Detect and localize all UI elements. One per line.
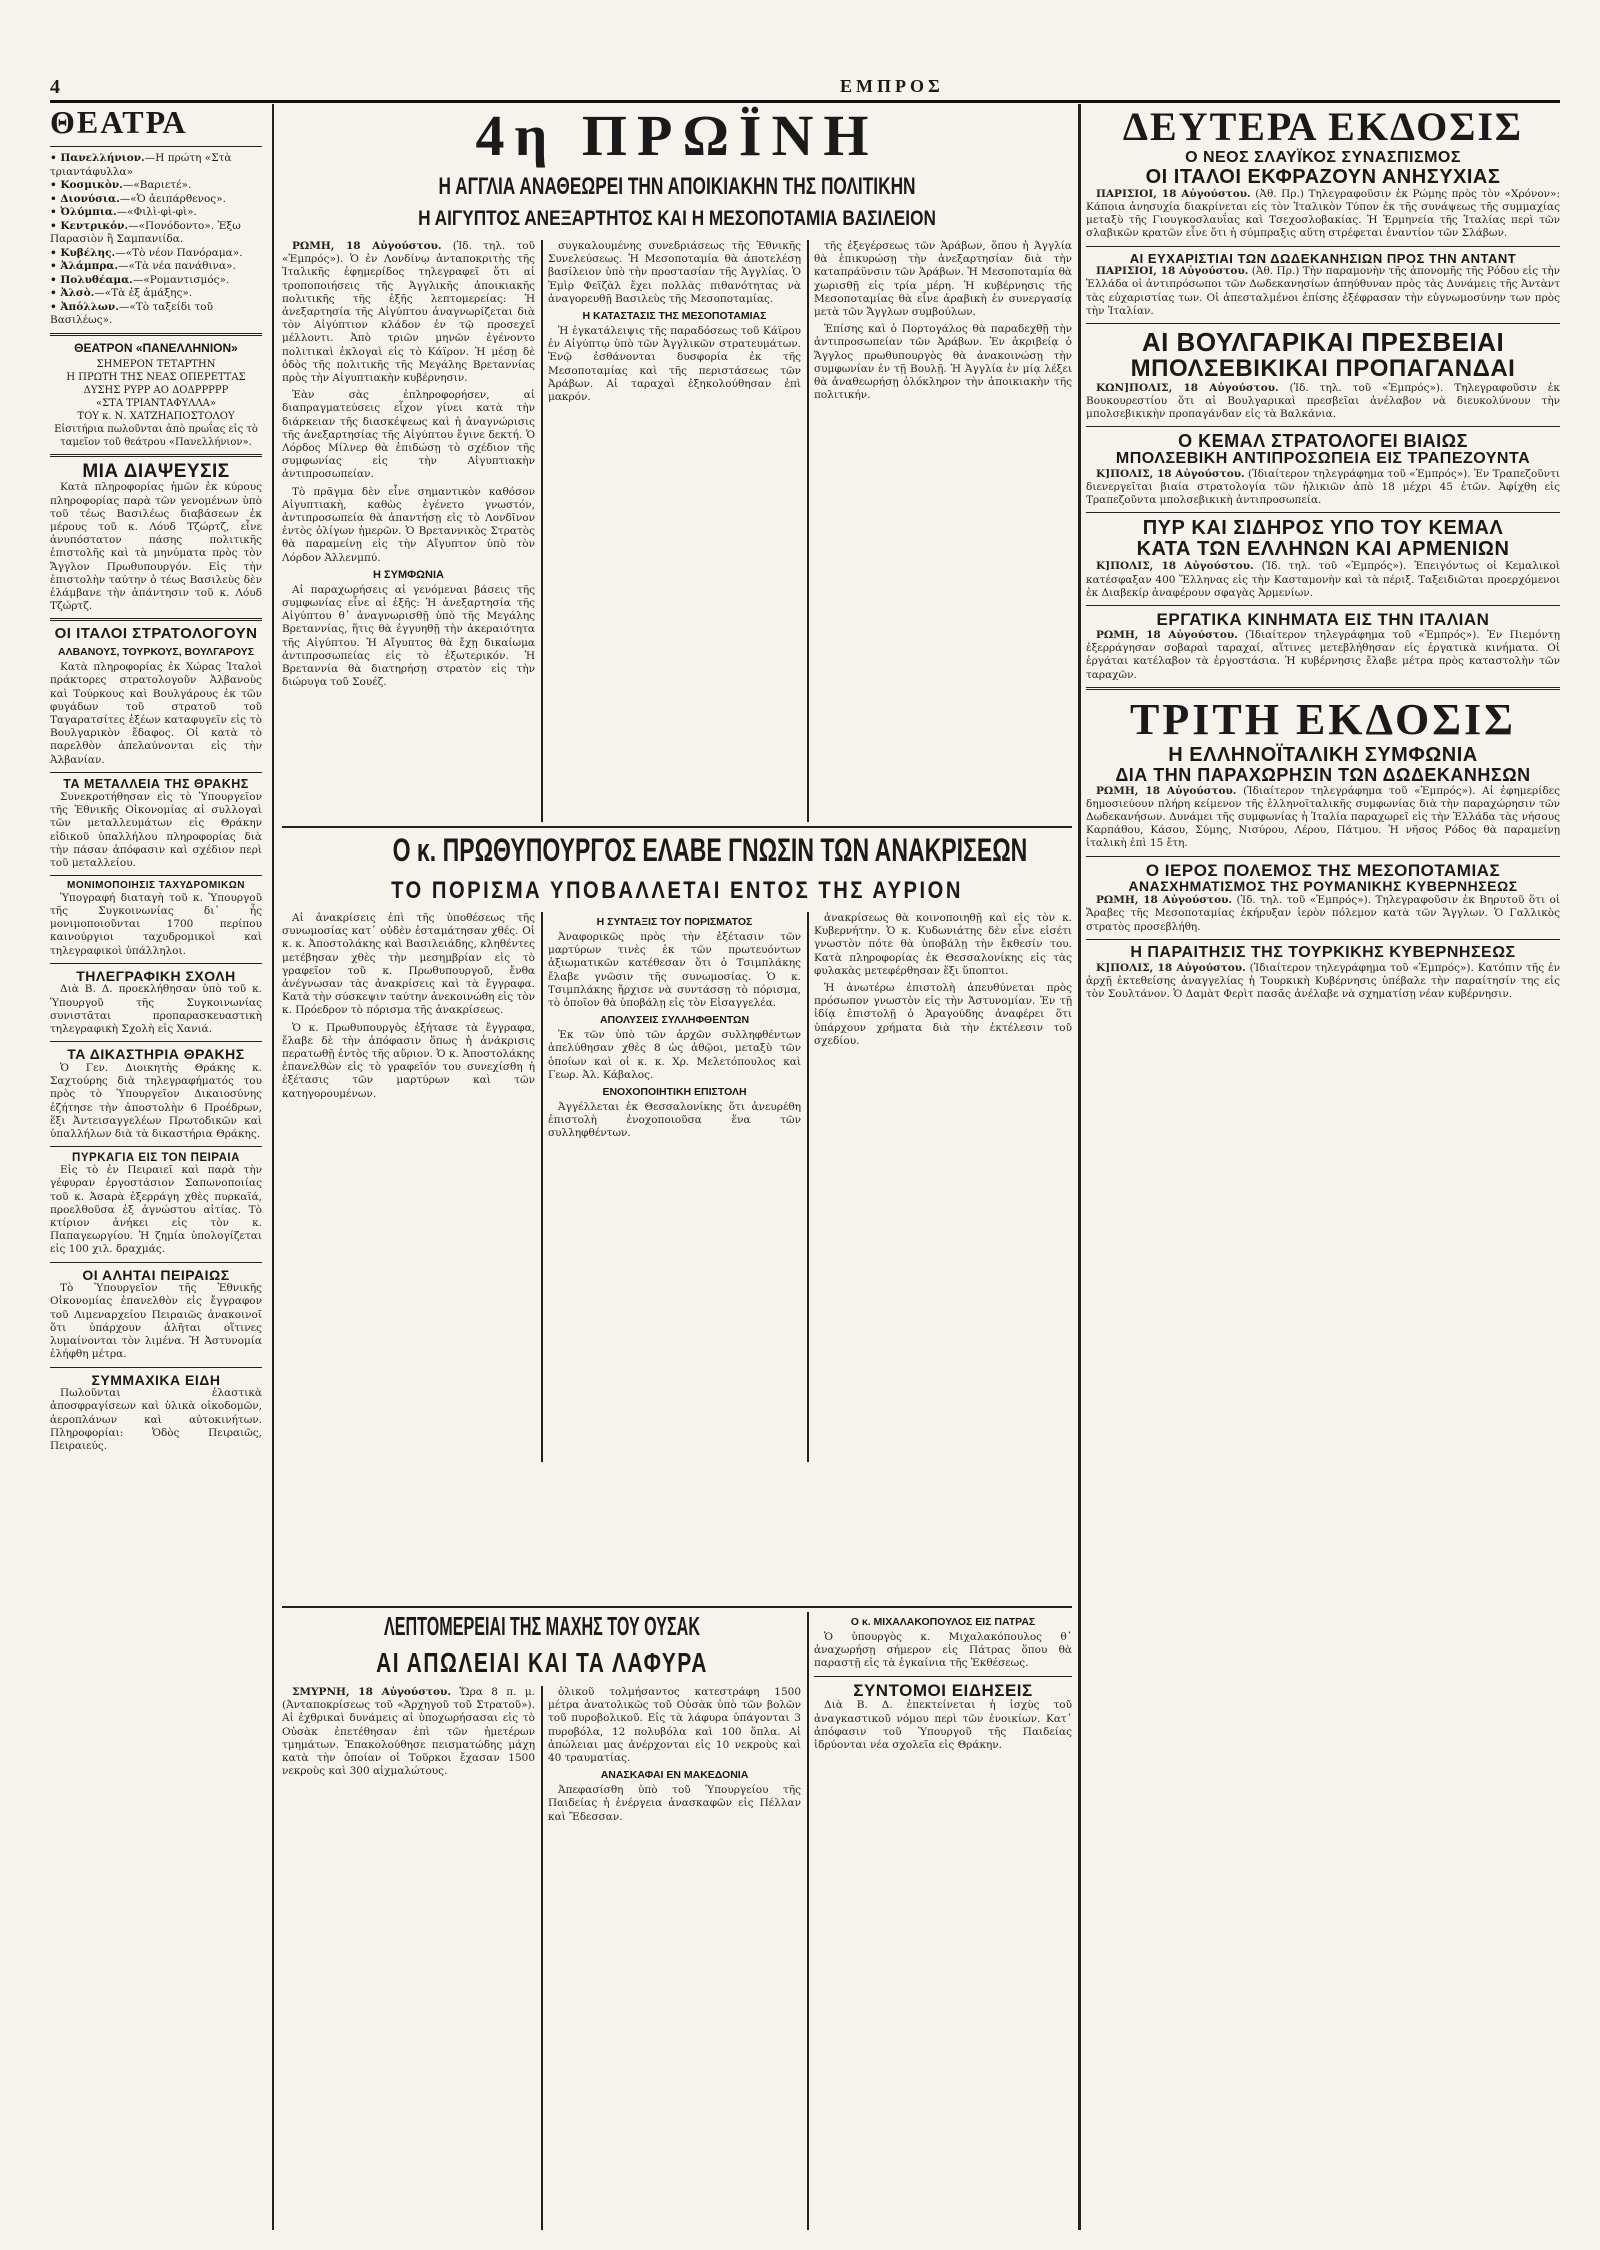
tilegr-title: ΤΗΛΕΓΡΑΦΙΚΗ ΣΧΟΛΗ <box>76 967 236 984</box>
column-4-top <box>814 240 1072 822</box>
body-c: Τὸ πρᾶγμα δὲν εἶνε σημαντικὸν καθόσον Αἰγυπτιακὴ, καθὼς ἐγένετο γνωστόν, ἀντιπροσωπεία θὰ ἀπαντήσῃ εἰς τὸ Λονδῖνον ἐντὸς ὀλίγων ἡμερῶν. Ὁ Βρεταννικὸς Στρατὸς θὰ παραμείνῃ εἰς τὴν Αἴγυπτον ὑπὸ τὸν Λόρδον Ἀλλενμπύ. <box>282 485 535 564</box>
headline-pm: Ο κ. ΠΡΩΘΥΠΟΥΡΓΟΣ ΕΛΑΒΕ ΓΝΩΣΙΝ ΤΩΝ ΑΝΑΚΡΙΣΕΩΝ <box>392 832 1028 868</box>
theatre-name: • Ἀπόλλων. <box>50 300 119 313</box>
synt-text: Ἀναφορικῶς πρὸς τὴν ἐξέτασιν τῶν μαρτύρων τινὲς ἐκ τῶν πρωτευόντων ἀξιωματικῶν κατέθεσαν ὅτι ὁ Τσιμπλάκης ἔλαβε γνῶσιν τῆς συνωμοσίας. Ὁ κ. Τσιμπλάκης ἤρχισε νὰ συντάσσῃ τὸ πόρισμα, τὸ ὁποῖον θὰ ὑποβάλῃ εἰς τὸν Εἰσαγγελέα. <box>548 931 801 1010</box>
theatre-entry <box>50 260 262 274</box>
theatre-name: • Κυβέλης. <box>50 246 116 259</box>
banner-triti: ΤΡΙΤΗ ΕΚΔΟΣΙΣ <box>1130 694 1516 744</box>
theatres-title: ΘΕΑΤΡΑ <box>50 104 188 140</box>
right-text9: (Ἰδιαίτερον τηλεγράφημα τοῦ «Ἐμπρός»). Κατόπιν τῆς ἐν ἀρχῇ ἐκτεθείσης ἀναγγελίας ἡ Τουρκικὴ Κυβέρνησις ὑπέβαλε τὴν παραίτησίν της εἰς τὸν Σουλτάνον. Ὁ Δαμὰτ Φερὶτ πασᾶς ἀνέλαβε νὰ σχηματίσῃ νέαν κυβέρνησιν. <box>1086 961 1560 1000</box>
metalleia-title: ΤΑ ΜΕΤΑΛΛΕΙΑ ΤΗΣ ΘΡΑΚΗΣ <box>63 776 249 791</box>
theatre-entry <box>50 206 262 220</box>
syntomoi-text: Διὰ Β. Δ. ἐπεκτείνεται ἡ ἰσχὺς τοῦ ἀναγκαστικοῦ νόμου περὶ τῶν ἐνοικίων. Κατ᾽ ἀπόφασιν τοῦ Ὑπουργοῦ τῆς Παιδείας ἱδρύονται νέα σχολεῖα εἰς Θράκην. <box>814 1699 1072 1752</box>
body-e: τῆς ἐξεγέρσεως τῶν Ἀράβων, ὅπου ἡ Ἀγγλία θὰ ἐπικυρώσῃ τὴν ἀνεξαρτησίαν διὰ τὴν καταπράϋνσιν τῶν Ἀράβων. Ἡ Μεσοποταμία θὰ χωρισθῇ εἰς τρία μέρη. Ἡ κυβέρνησις τῆς Μεσοποταμίας θὰ εἶνε ἀραβικὴ ἐν συνεργασίᾳ μετὰ τῶν Ἄγγλων συμβούλων. <box>814 240 1072 319</box>
symfonia-title: Η ΣΥΜΦΩΝΙΑ <box>373 568 444 581</box>
column-rule <box>272 104 274 2230</box>
theatre-entry <box>50 193 262 207</box>
theatron-ad <box>50 358 262 449</box>
apolyseis-text: Ἐκ τῶν ὑπὸ τῶν ἀρχῶν συλληφθέντων ἀπελύθησαν χθὲς 8 ὡς ἀθῷοι, μεταξὺ τῶν ὁποίων καὶ οἱ κ. κ. Χρ. Μελετόπουλος καὶ Γεωρ. Ἀλ. Κάβαλος. <box>548 1029 801 1081</box>
mia-text: Κατὰ πληροφορίας ἡμῶν ἐκ κύρους πληροφορίας παρὰ τῶν γενομένων ὑπὸ τοῦ τέως Βασιλέως διαβάσεων ἐκ μέρους τοῦ κ. Λόυδ Τζώρτζ, εἶνε ἀνυπόστατον πάσης πολιτικῆς ἐπιστολῆς καὶ τὰ μηνύματα πρὸς τὸν Ἄγγλον Πρωθυπουργόν. Εἰς τὴν ἐπιστολὴν ταύτην ὁ τέως Βασιλεὺς δὲν ἐλάμβανε τὴν ἀπάντησιν τοῦ κ. Λόυδ Τζώρτζ. <box>50 481 262 613</box>
ekkl-title: ΕΝΟΧΟΠΟΙΗΤΙΚΗ ΕΠΙΣΤΟΛΗ <box>602 1086 747 1099</box>
theatron-line: «ΣΤΑ ΤΡΙΑΝΤΑΦΥΛΛΑ» <box>95 397 217 409</box>
italoi-text: Κατὰ πληροφορίας ἐκ Χώρας Ἰταλοὶ πράκτορες στρατολογοῦν Ἀλβανοὺς καὶ Τούρκους καὶ Βουλγάρους ἐκ τῶν φυγάδων τοῦ στρατοῦ τοῦ Ταγαρατσίτες ἐξέων καταφυγεῖν εἰς τὸ Βουλγαρικὸν ἔδαφος. Οἱ κατὰ τὸ παρελθὸν ἀπελαύνονται εἰς τὴν Ἀλβανίαν. <box>50 661 262 766</box>
headline-aggia: Η ΑΓΓΛΙΑ ΑΝΑΘΕΩΡΕΙ ΤΗΝ ΑΠΟΙΚΙΑΚΗΝ ΤΗΣ ΠΟΛΙΤΙΚΗΝ <box>438 173 916 200</box>
body-a: (Ἰδ. τηλ. τοῦ «Ἐμπρός»). Ὁ ἐν Λονδίνῳ ἀνταποκριτὴς τῆς Ἰταλικῆς ἐφημερίδος τηλεγραφεῖ ὅτι αἱ τροποποιήσεις τῆς Ἀγγλικῆς ἀποικιακῆς πολιτικῆς τῆς ἐξῆς λεπτομερείας: Ἡ ἀνεξαρτησία τῆς Αἰγύπτου ἀναγνωρίζεται διὰ τὸν Αἰγύπτιον κλάδον ἐν τῷ προσεχεῖ μέλλοντι. Ἀπὸ τριῶν μηνῶν ἐγένοντο πολιτικαὶ ἐκλογαὶ εἰς τὸ Κάϊρον. Ἡ μέσῃ δὲ ὁδὸς τῆς πολιτικῆς τῆς Μεγάλης Βρεταννίας πρὸς τὴν Αἰγυπτιακὴν κυβέρνησιν. <box>282 240 535 385</box>
makedonia-title: ΑΝΑΣΚΑΦΑΙ ΕΝ ΜΑΚΕΔΟΝΙΑ <box>600 1769 749 1782</box>
page-number: 4 <box>50 76 60 98</box>
pm-text3: ἀνακρίσεως θὰ κοινοποιηθῇ καὶ εἰς τὸν κ. Κυβερνήτην. Ὁ κ. Κυδωνιάτης δὲν εἶνε εἰσέτι γνωστὸν πότε θὰ ὑποβάλῃ τὴν ἔκθεσίν του. Κατὰ πληροφορίας ἐκ Θεσσαλονίκης εἰς τὰς φυλακὰς μετεφέρθησαν ἕξι ὕποπτοι. <box>814 912 1072 977</box>
headline-mpolsevikikai: ΜΠΟΛΣΕΒΙΚΙΚΑΙ ΠΡΟΠΑΓΑΝΔΑΙ <box>1130 355 1516 383</box>
dateline-kpolis-2: Κ]ΠΟΛΙΣ, 18 Αὐγούστου. <box>1096 467 1245 480</box>
right-text6: (Ἰδιαίτερον τηλεγράφημα τοῦ «Ἐμπρός»). Ἐν Πιεμόντῃ ἐξερράγησαν σοβαραὶ ταραχαί, αἵτινες μετεβλήθησαν εἰς ἐργατικὰ κινήματα. Οἱ ἐργάται κατέλαβον τὰ ἐργοστάσια. Ἡ κυβέρνησις ἔλαβε μέτρα πρὸς καταστολὴν τῶν ταραχῶν. <box>1086 628 1560 681</box>
apolyseis-title: ΑΠΟΛΥΣΕΙΣ ΣΥΛΛΗΦΘΕΝΤΩΝ <box>599 1014 750 1027</box>
pm-text4: Ἡ ἀνωτέρω ἐπιστολὴ ἀπευθύνεται πρὸς πρόσωπον γνωστὸν εἰς τὴν Ἀστυνομίαν. Ἐν τῇ ἰδίᾳ ἐπιστολῇ ὁ Ἀραγούδης ἀναφέρει ὅτι ὑπάρχουν χρήματα διὰ τὴν ἐκτέλεσιν τοῦ σχεδίου. <box>814 982 1072 1047</box>
dikast-title: ΤΑ ΔΙΚΑΣΤΗΡΙΑ ΘΡΑΚΗΣ <box>67 1046 245 1063</box>
synt-title: Η ΣΥΝΤΑΞΙΣ ΤΟΥ ΠΟΡΙΣΜΑΤΟΣ <box>596 916 753 928</box>
headline-kemal: Ο ΚΕΜΑΛ ΣΤΡΑΤΟΛΟΓΕΙ ΒΙΑΙΩΣ <box>1178 431 1468 452</box>
theatre-show: —«Φιλὶ-φὶ-φὶ». <box>116 206 197 218</box>
symmaxika-title: ΣΥΜΜΑΧΙΚΑ ΕΙΔΗ <box>91 1371 221 1388</box>
dateline-kpolis-1: ΚΩΝ]ΠΟΛΙΣ, 18 Αὐγούστου. <box>1096 381 1279 394</box>
headline-apoleiai: ΑΙ ΑΠΩΛΕΙΑΙ ΚΑΙ ΤΑ ΛΑΦΥΡΑ <box>376 1647 708 1678</box>
headline-aigyptos: Η ΑΙΓΥΠΤΟΣ ΑΝΕΞΑΡΤΗΤΟΣ ΚΑΙ Η ΜΕΣΟΠΟΤΑΜΙΑ ΒΑΣΙΛΕΙΟΝ <box>418 207 936 230</box>
battle-text: Ὥρα 8 π. μ. (Ἀνταποκρίσεως τοῦ «Ἀρχηγοῦ τοῦ Στρατοῦ»). Αἱ ἐχθρικαὶ δυνάμεις αἱ ὑποχωρήσασαι εἰς τὸ Οὐσὰκ ἐπετέθησαν ἐπὶ τῶν ἡμετέρων τμημάτων. Ἐπακολούθησε πεισματώδης μάχη κατὰ τὴν ὁποίαν οἱ Τοῦρκοι ἔχασαν 1500 νεκροὺς καὶ 300 αἰχμαλώτους. <box>282 1686 535 1778</box>
banner-4h-proini: 4η ΠΡΩΪΝΗ <box>475 103 879 168</box>
theatre-show: —«Τὸ νέον Πανόραμα». <box>115 246 243 259</box>
column-rule <box>541 1686 543 2230</box>
theatre-show: —«Βαριετέ». <box>122 179 192 191</box>
monimop-title: ΜΟΝΙΜΟΠΟΙΗΣΙΣ ΤΑΧΥΔΡΟΜΙΚΩΝ <box>67 880 245 892</box>
theatron-line: ΣΗΜΕΡΟΝ ΤΕΤΑΡΤΗΝ <box>96 358 216 370</box>
theatre-show: —«Τὸ ταξείδι τοῦ Βασιλέως». <box>50 300 213 326</box>
theatron-title: ΘΕΑΤΡΟΝ «ΠΑΝΕΛΛΗΝΙΟΝ» <box>74 340 238 355</box>
italoi-sub: ΑΛΒΑΝΟΥΣ, ΤΟΥΡΚΟΥΣ, ΒΟΥΛΓΑΡΟΥΣ <box>57 646 254 659</box>
column-2-bottom <box>282 1686 535 2230</box>
headline-trapezounta: ΜΠΟΛΣΕΒΙΚΗ ΑΝΤΙΠΡΟΣΩΠΕΙΑ ΕΙΣ ΤΡΑΠΕΖΟΥΝΤΑ <box>1115 450 1531 468</box>
theatron-line: Η ΠΡΩΤΗ ΤΗΣ ΝΕΑΣ ΟΠΕΡΕΤΤΑΣ <box>66 371 246 383</box>
dateline-rome-1: ΡΩΜΗ, 18 Αὐγούστου. <box>1096 628 1238 641</box>
pm-text2: Ὁ κ. Πρωθυπουργὸς ἐξήτασε τὰ ἔγγραφα, ἔλαβε δὲ τὴν ἀπόφασιν ὅπως ἡ ἀνάκρισις περατωθῇ ἐντὸς τῆς αὔριον. Ὁ κ. Ἀποστολάκης ἐπανελθὼν εἰς τὸ γραφεῖόν του συνεχίσθη ἡ ἐξέτασις τῶν μαρτύρων καὶ τῶν κατηγορουμένων. <box>282 1021 535 1100</box>
theatron-line: ΤΟΥ κ. Ν. ΧΑΤΖΗΑΠΟΣΤΟΛΟΥ <box>77 410 235 422</box>
theatre-entry <box>50 301 262 328</box>
theatre-entry <box>50 152 262 179</box>
headline-ergatika: ΕΡΓΑΤΙΚΑ ΚΙΝΗΜΑΤΑ ΕΙΣ ΤΗΝ ΙΤΑΛΙΑΝ <box>1156 610 1490 630</box>
theatre-show: —«Τὰ νέα πανάθινα». <box>118 260 236 272</box>
theatre-entry <box>50 179 262 193</box>
headline-porisma: ΤΟ ΠΟΡΙΣΜΑ ΥΠΟΒΑΛΛΕΤΑΙ ΕΝΤΟΣ ΤΗΣ ΑΥΡΙΟΝ <box>391 877 963 904</box>
right-text1: (Ἀθ. Πρ.) Τηλεγραφοῦσιν ἐκ Ρώμης πρὸς τὸν «Χρόνον»: Κάποια ἀνησυχία διακρίνεται εἰς τὸν Ἰταλικὸν Τύπον ἐκ τῆς συνάψεως τῆς συμμαχίας μεταξὺ τῆς Γιουγκοσλαυΐας καὶ Τσεχοσλοβακίας. Ἡ Ἑρμηνεία τῆς Ἰταλίας περὶ τῶν σλαβικῶν κρατῶν εἶνε ὅτι ἡ σύμπραξις αὕτη στρέφεται ἐναντίον τῶν Σλάβων. <box>1086 187 1560 240</box>
italoi-title: ΟΙ ΙΤΑΛΟΙ ΣΤΡΑΤΟΛΟΓΟΥΝ <box>54 625 258 643</box>
right-text8: (Ἰδ. τηλ. τοῦ «Ἐμπρός»). Τηλεγραφοῦσιν ἐκ Βηρυτοῦ ὅτι οἱ Ἄραβες τῆς Μεσοποταμίας ἐκήρυξαν ἱερὸν πόλεμον κατὰ τῶν Ἄγγλων. Ὁ Γαλλικὸς στρατὸς προσεβλήθη. <box>1086 894 1560 933</box>
theatre-show: —«Πονόδοντο». Ἐξω Παρασιὸν ἢ Σαμπανιίδα. <box>50 219 241 245</box>
masthead <box>50 78 1560 103</box>
theatre-name: • Πανελλήνιον. <box>50 152 145 164</box>
theatron-line: ΔΥΣΗΣ ΡΥΡΡ ΑΟ ΔΟΔΡΡΡΡΡ <box>83 384 229 396</box>
column-rule <box>807 240 809 822</box>
dateline-rome: ΡΩΜΗ, 18 Αὐγούστου. <box>292 240 442 252</box>
symfonia-text: Αἱ παραχωρήσεις αἱ γενόμεναι βάσεις τῆς συμφωνίας εἶνε αἱ ἐξῆς: Ἡ ἀνεξαρτησία τῆς Αἰγύπτου θ᾽ ἀναγνωρισθῇ ὑπὸ τῆς Μεγάλης Βρεταννίας, ἥτις θὰ ἐγγυηθῇ τὴν ἀκεραιότητα τῆς Αἰγύπτου. Ἡ Αἴγυπτος θὰ ἔχῃ δικαίωμα ἀντιπροσωπείας εἰς τὸ ἐξωτερικόν. Ἡ Βρεταννία θὰ διατηρήσῃ στρατὸν εἰς τὴν διώρυγα τοῦ Σουέζ. <box>282 583 535 689</box>
theatre-name: • Κοσμικὸν. <box>50 179 123 191</box>
patras-text: Ὁ ὑπουργὸς κ. Μιχαλακόπουλος θ᾽ ἀναχωρήσῃ σήμερον εἰς Πάτρας ὅπου θὰ παραστῇ εἰς τὰ ἐγκαίνια τῆς Ἐκθέσεως. <box>814 1631 1072 1670</box>
column-1 <box>50 104 262 2230</box>
headline-slaviko: Ο ΝΕΟΣ ΣΛΑΥΪΚΟΣ ΣΥΝΑΣΠΙΣΜΟΣ <box>1185 149 1461 166</box>
headline-dodekanison: ΔΙΑ ΤΗΝ ΠΑΡΑΧΩΡΗΣΙΝ ΤΩΝ ΔΩΔΕΚΑΝΗΣΩΝ <box>1115 764 1531 785</box>
column-rule <box>807 912 809 1462</box>
alites-title: ΟΙ ΑΛΗΤΑΙ ΠΕΙΡΑΙΩΣ <box>82 1266 230 1283</box>
paper-name: ΕΜΠΡΟΣ <box>840 76 944 96</box>
theatre-name: • Πολυθέαμα. <box>50 273 133 286</box>
patras-title: Ο κ. ΜΙΧΑΛΑΚΟΠΟΥΛΟΣ ΕΙΣ ΠΑΤΡΑΣ <box>850 1616 1036 1628</box>
alites-text: Τὸ Ὑπουργεῖον τῆς Ἐθνικῆς Οἰκονομίας ἐπανελθὸν εἰς ἔγγραφον τοῦ Λιμεναρχείου Πειραιῶς ἀνακοινοῖ ὅτι ὑπάρχουν ἀλῆται οἵτινες λυμαίνονται τὸν λιμένα. Ἡ Ἀστυνομία ἐλήφθη μέτρα. <box>50 1282 262 1361</box>
symmaxika-text: Πωλοῦνται ἐλαστικὰ ἀποσφραγίσεων καὶ ὑλικὰ οἰκοδομῶν, ἀεροπλάνων καὶ αὐτοκινήτων. Πληροφορίαι: Ὁδὸς Πειραιῶς, Πειραιεύς. <box>50 1387 262 1452</box>
theatre-entry <box>50 220 262 247</box>
right-text4: (Ἰδιαίτερον τηλεγράφημα τοῦ «Ἐμπρός»). Ἐν Τραπεζοῦντι διενεργεῖται βιαία στρατολογία τῶν ἡλικιῶν ἀπὸ 18 μέχρι 45 ἐτῶν. Ἀφίχθη εἰς Τραπεζοῦντα μπολσεβικικὴ ἀντιπροσωπεία. <box>1086 467 1560 507</box>
headline-paraitisis: Η ΠΑΡΑΙΤΗΣΙΣ ΤΗΣ ΤΟΥΡΚΙΚΗΣ ΚΥΒΕΡΝΗΣΕΩΣ <box>1130 943 1516 961</box>
dateline-smyrna: ΣΜΥΡΝΗ, 18 Αὐγούστου. <box>292 1686 451 1698</box>
body-f: Ἐπίσης καὶ ὁ Πορτογάλος θὰ παραδεχθῇ τὴν ἀντιπροσωπείαν τῶν Ἀράβων. Ἐν ἀκριβείᾳ ὁ Ἄγγλος πρωθυπουργὸς θὰ ἀνακοινώσῃ τὴν συμφωνίαν ἐν τῇ Βουλῇ. Ἡ Ἀγγλία ἐν μίᾳ λέξει θὰ ἀναθεωρήσῃ ὁλόκληρον τὴν ἀποικιακὴν τῆς πολιτικήν. <box>814 323 1072 402</box>
headline-ellinon: ΚΑΤΑ ΤΩΝ ΕΛΛΗΝΩΝ ΚΑΙ ΑΡΜΕΝΙΩΝ <box>1136 538 1510 561</box>
right-text2: (Ἀθ. Πρ.) Τὴν παραμονὴν τῆς ἀπονομῆς τῆς Ρόδου εἰς τὴν Ἑλλάδα οἱ ἀντιπρόσωποι τῶν Δωδεκανησίων ἀπηύθυναν πρὸς τὰς Δυνάμεις τῆς Ἀντὰντ τὰς εὐχαριστίας των. Οἱ ἀπεσταλμένοι ἐπίσης ἐξέφρασαν τὴν εὐγνωμοσύνην των πρὸς τὴν Ἰταλίαν. <box>1086 265 1560 317</box>
theatron-line: Εἰσιτήρια πωλοῦνται ἀπὸ πρωΐας εἰς τὸ ταμεῖον τοῦ θεάτρου «Πανελλήνιον». <box>54 423 258 448</box>
column-2-top <box>282 240 535 822</box>
theatre-name: • Ἀλσὸ. <box>50 287 95 299</box>
right-text3: (Ἰδ. τηλ. τοῦ «Ἐμπρός»). Τηλεγραφοῦσιν ἐκ Βουκουρεστίου ὅτι αἱ Βουλγαρικαὶ πρεσβεῖαι ἀνέλαβον νὰ διευκολύνουν τὴν μπολσεβικικὴν προπαγάνδαν εἰς τὰ Βαλκάνια. <box>1086 381 1560 420</box>
pyrkagia-title: ΠΥΡΚΑΓΙΑ ΕΙΣ ΤΟΝ ΠΕΙΡΑΙΑ <box>72 1152 240 1165</box>
tilegr-text: Διὰ Β. Δ. προεκλήθησαν ὑπὸ τοῦ κ. Ὑπουργοῦ τῆς Συγκοινωνίας συνιστᾶται προπαρασκευαστικὴ τηλεγραφικὴ Σχολὴ εἰς Χανιά. <box>50 983 262 1035</box>
battle-text2: ὁλικοῦ τολμήσαντος κατεστράφη 1500 μέτρα ἀνατολικῶς τοῦ Οὐσὰκ ὑπὸ τῶν βολῶν τοῦ πυροβολικοῦ. Εἰς τὰ λάφυρα ὑπάγονται 3 πυροβόλα, 12 πολυβόλα καὶ 100 ὅπλα. Αἱ ἀπώλειαι μας ἀνέρχονται εἰς 10 νεκροὺς καὶ 40 τραυματίας. <box>548 1686 801 1765</box>
column-3-top <box>548 240 801 822</box>
mia-title: ΜΙΑ ΔΙΑΨΕΥΣΙΣ <box>82 460 230 482</box>
column-4-mid <box>814 912 1072 1462</box>
theatre-show: —«Ρομαντισμός». <box>132 273 230 286</box>
pyrkagia-text: Εἰς τὸ ἐν Πειραιεῖ καὶ παρὰ τὴν γέφυραν ἐργοστάσιον Σαπωνοποιίας τοῦ κ. Ἀσαρὰ ἐξερράγη χθὲς πυρκαϊά, προελθοῦσα ἐξ ἀγνώστου αἰτίας. Τὸ κτίριον ἀνήκει εἰς τὸν κ. Παπαγεωργίου. Ἡ ζημία ὑπολογίζεται εἰς 100 χιλ. δραχμάς. <box>50 1164 262 1256</box>
column-3-mid <box>548 912 801 1462</box>
headline-battle: ΛΕΠΤΟΜΕΡΕΙΑΙ ΤΗΣ ΜΑΧΗΣ ΤΟΥ ΟΥΣΑΚ <box>384 1611 700 1641</box>
dateline-kpolis-3: Κ]ΠΟΛΙΣ, 18 Αὐγούστου. <box>1096 560 1254 573</box>
headline-ieros-polemos: Ο ΙΕΡΟΣ ΠΟΛΕΜΟΣ ΤΗΣ ΜΕΣΟΠΟΤΑΜΙΑΣ <box>1145 860 1501 880</box>
headline-ellinoitaliki: Η ΕΛΛΗΝΟΪΤΑΛΙΚΗ ΣΥΜΦΩΝΙΑ <box>1168 743 1478 766</box>
makedonia-text: Ἀπεφασίσθη ὑπὸ τοῦ Ὑπουργείου τῆς Παιδείας ἡ ἐνέργεια ἀνασκαφῶν εἰς Πέλλαν καὶ Ἔδεσσαν. <box>548 1784 801 1823</box>
metalleia-text: Συνεκροτήθησαν εἰς τὸ Ὑπουργεῖον τῆς Ἐθνικῆς Οἰκονομίας αἱ συλλογαὶ τῶν μεταλλευμάτων εἰς Θράκην εἰδικοῦ ὑπαλλήλου πληροφορίας διὰ τὴν πάσαν ἀπόφασιν καὶ σχέδιον περὶ τοῦ μεταλλείου. <box>50 790 262 869</box>
headline-italoi-anisyxies: ΟΙ ΙΤΑΛΟΙ ΕΚΦΡΑΖΟΥΝ ΑΝΗΣΥΧΙΑΣ <box>1145 165 1501 188</box>
theatre-entry <box>50 247 262 261</box>
column-4-bottom <box>814 1612 1072 2230</box>
body-d: συγκαλουμένης συνεδριάσεως τῆς Ἐθνικῆς Συνελεύσεως. Ἡ Μεσοποταμία θὰ ἀποτελέσῃ βασίλειον ὑπὸ τὴν προστασίαν τῆς Ἀγγλίας. Ὁ Ἐμὶρ Φεϊζὰλ ἔχει πολλὰς πιθανότητας νὰ ἀναγορευθῇ Βασιλεὺς τῆς Μεσοποταμίας. <box>548 240 801 305</box>
monimop-text: Ὑπογραφή διαταγὴ τοῦ κ. Ὑπουργοῦ τῆς Συγκοινωνίας δι᾽ ἧς μονιμοποιοῦνται 1700 περίπου καινούργιοι ταχυδρομικοὶ καὶ τηλεγραφικοὶ ὑπάλληλοι. <box>50 891 262 957</box>
dateline-paris-1: ΠΑΡΙΣΙΟΙ, 18 Αὐγούστου. <box>1096 187 1251 200</box>
column-5 <box>1086 104 1560 2230</box>
mesopot-text: Ἡ ἐγκατάλειψις τῆς παραδόσεως τοῦ Κάϊρου ἐν Αἰγύπτῳ ὑπὸ τῶν Ἀγγλικῶν στρατευμάτων. Ἐνῷ ἐσθάνονται δυσφορία ἐκ τῆς Μεσοποταμίας καὶ τῆς περιστάσεως τῶν Ἀράβων. Αἱ ταραχαὶ ἐξηκολούθησαν ἐπὶ μακρόν. <box>548 325 801 404</box>
column-rule <box>541 240 543 822</box>
column-rule <box>807 1612 809 2230</box>
theatre-show: —Η πρώτη «Στὰ τριαντάφυλλα» <box>50 152 232 178</box>
ekkl-text: Ἀγγέλλεται ἐκ Θεσσαλονίκης ὅτι ἀνευρέθη ἐπιστολὴ ἐνοχοποιοῦσα ἕνα τῶν συλληφθέντων. <box>548 1101 801 1140</box>
dateline-rome-2: ΡΩΜΗ, 18 Αὐγούστου. <box>1096 784 1237 797</box>
syntomoi-title: ΣΥΝΤΟΜΟΙ ΕΙΔΗΣΕΙΣ <box>853 1680 1033 1700</box>
theatre-name: • Διονύσια. <box>50 192 120 205</box>
dateline-rome-3: ΡΩΜΗ, 18 Αὐγούστου. <box>1096 894 1233 907</box>
right-text7: (Ἰδιαίτερον τηλεγράφημα τοῦ «Ἐμπρός»). Αἱ ἐφημερίδες δημοσιεύουν πλήρη κείμενον τῆς ἑλληνοϊταλικῆς συμφωνίας διὰ τὴν παραχώρησιν τῶν Δωδεκανήσων. Δυνάμει τῆς συμφωνίας ἡ Ἰταλία παραχωρεῖ εἰς τὴν Ἑλλάδα τὰς νήσους Καρπάθου, Κάσου, Σύμης, Νισύρου, Λέρου, Πάτμου. Ἡ νῆσος Ρόδος θὰ παραμείνῃ ἰταλικὴ ἐπὶ 15 ἔτη. <box>1086 784 1560 850</box>
theatre-entry <box>50 274 262 288</box>
headline-pyr: ΠΥΡ ΚΑΙ ΣΙΔΗΡΟΣ ΥΠΟ ΤΟΥ ΚΕΜΑΛ <box>1142 517 1504 540</box>
column-rule <box>1078 104 1081 2230</box>
column-rule <box>541 912 543 1462</box>
mesopot-title: Η ΚΑΤΑΣΤΑΣΙΣ ΤΗΣ ΜΕΣΟΠΟΤΑΜΙΑΣ <box>582 310 767 323</box>
column-2-mid <box>282 912 535 1462</box>
banner-deutera: ΔΕΥΤΕΡΑ ΕΚΔΟΣΙΣ <box>1122 104 1524 149</box>
headline-roumanikis: ΑΝΑΣΧΗΜΑΤΙΣΜΟΣ ΤΗΣ ΡΟΥΜΑΝΙΚΗΣ ΚΥΒΕΡΝΗΣΕΩΣ <box>1128 878 1518 895</box>
theatre-name: • Ἀλάμπρα. <box>50 260 119 272</box>
theatre-show: —«Ὁ ἀειπάρθενος». <box>119 192 226 205</box>
theatre-entry <box>50 287 262 301</box>
dateline-paris-2: ΠΑΡΙΣΙΟΙ, 18 Αὐγούστου. <box>1096 265 1249 278</box>
pm-text1: Αἱ ἀνακρίσεις ἐπὶ τῆς ὑποθέσεως τῆς συνωμοσίας κατ᾽ οὐδὲν ἐσταμάτησαν χθές. Οἱ κ. κ. Ἀποστολάκης καὶ Βασιλειάδης, κληθέντες μετέβησαν χθὲς τὴν μεσημβρίαν εἰς τὸ γραφεῖον τοῦ κ. Πρωθυπουργοῦ, ἔνθα ἀνέγνωσαν τὰς ἀνακρίσεις καὶ τὰ ἔγγραφα. Κατὰ τὴν σύσκεψιν ταύτην ἀνεκοινώθη εἰς τὸν κ. Πρόεδρον τὸ πόρισμα τῆς ἀνακρίσεως. <box>282 912 535 1017</box>
dateline-kpolis-4: Κ]ΠΟΛΙΣ, 18 Αὐγούστου. <box>1096 961 1246 974</box>
theatre-show: —«Τὰ ἐξ ἀμάξης». <box>94 287 193 299</box>
body-b: Ἐὰν σὰς ἐπληροφορήσεν, αἱ διαπραγματεύσεις εἶχον γίνει κατὰ τὴν διάρκειαν τῆς διασκέψεως καὶ ἡ ἀναγνώρισις τῆς ἀνεξαρτησίας τῆς Αἰγύπτου ἔγινε δεκτή. Ὁ Λόρδος Μίλνερ θὰ ἐπιδώσῃ τὸ σχέδιον τῆς συμφωνίας εἰς τὴν Αἰγυπτιακὴν ἀντιπροσωπείαν. <box>282 389 535 481</box>
dikast-text: Ὁ Γεν. Διοικητὴς Θράκης κ. Σαχτούρης διὰ τηλεγραφήματός του πρὸς τὸ Ὑπουργεῖον Δικαιοσύνης ἐζήτησε τὴν ἀποστολὴν 6 Προέδρων, ἕξι Ἀντεισαγγελέων Πρωτοδικῶν καὶ ὑπαλλήλων διὰ τὰ δικαστήρια Θράκης. <box>50 1061 262 1140</box>
theatres-list <box>50 152 262 328</box>
right-text5: (Ἰδ. τηλ. τοῦ «Ἐμπρός»). Ἐπειγόντως οἱ Κεμαλικοὶ κατέσφαξαν 400 Ἕλληνας εἰς τὴν Κασταμονὴν καὶ τὰ πέριξ. Ταξειδιῶται προερχόμενοι ἐκ Διαβεκίρ ἀναφέρουν σφαγὰς Ἀρμενίων. <box>1086 560 1560 599</box>
headline-voulgarikai: ΑΙ ΒΟΥΛΓΑΡΙΚΑΙ ΠΡΕΣΒΕΙΑΙ <box>1141 327 1505 358</box>
theatre-name: • Κεντρικόν. <box>50 219 129 232</box>
theatre-name: • Ὀλύμπια. <box>50 206 117 218</box>
column-3-bottom <box>548 1686 801 2230</box>
headline-eyxaristiai: ΑΙ ΕΥΧΑΡΙΣΤΙΑΙ ΤΩΝ ΔΩΔΕΚΑΝΗΣΙΩΝ ΠΡΟΣ ΤΗΝ ΑΝΤΑΝΤ <box>1129 250 1517 266</box>
